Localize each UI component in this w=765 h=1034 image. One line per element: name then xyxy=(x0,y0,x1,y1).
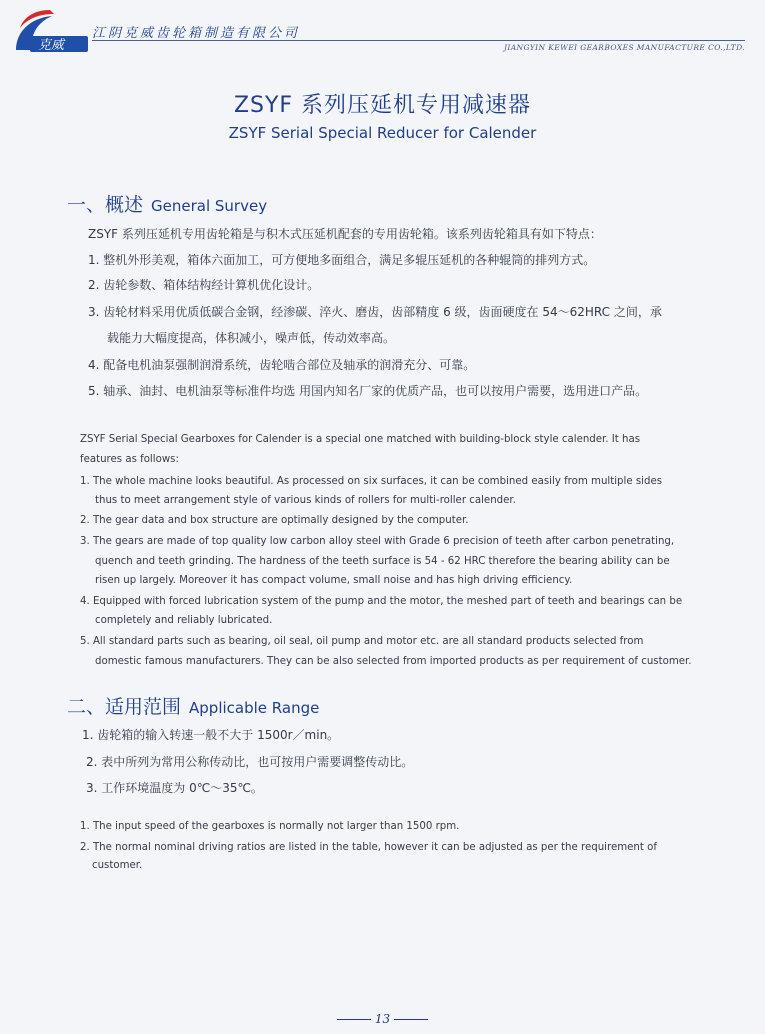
page-title-cn: ZSYF 系列压延机专用减速器 xyxy=(233,93,532,118)
list-item-continuation: domestic famous manufacturers. They can be also selected from imported products as per requirement of customer. xyxy=(95,656,692,667)
page-number xyxy=(0,1012,765,1026)
list-item: 1. The whole machine looks beautiful. As processed on six surfaces, it can be combined easily from multiple sides xyxy=(80,476,663,487)
paragraph-line: ZSYF Serial Special Gearboxes for Calender is a special one matched with building-block style calender. It has xyxy=(80,434,641,445)
header-divider xyxy=(92,40,745,41)
list-item: 2. 齿轮参数、箱体结构经计算机优化设计。 xyxy=(88,278,320,292)
list-item-continuation: customer. xyxy=(92,860,143,871)
paragraph-line: ZSYF 系列压延机专用齿轮箱是与积木式压延机配套的专用齿轮箱。该系列齿轮箱具有如下特点： xyxy=(88,227,602,241)
list-item: 2. The gear data and box structure are optimally designed by the computer. xyxy=(80,515,469,526)
list-item-continuation: quench and teeth grinding. The hardness of the teeth surface is 54 - 62 HRC therefore the bearing ability can be xyxy=(95,556,670,567)
company-name-en: JIANGYIN KEWEI GEARBOXES MANUFACTURE CO.,LTD. xyxy=(503,43,745,52)
section-heading-general-survey xyxy=(67,190,267,217)
list-item: 5. 轴承、油封、电机油泵等标准件均选 用国内知名厂家的优质产品，也可以按用户需要，选用进口产品。 xyxy=(88,384,648,398)
list-item-continuation: risen up largely. Moreover it has compact volume, small noise and has high driving efficiency. xyxy=(95,575,573,586)
list-item: 3. 齿轮材料采用优质低碳合金钢，经渗碳、淬火、磨齿，齿部精度 6 级，齿面硬度在 54～62HRC 之间，承 xyxy=(88,305,662,319)
page-number-dash-right xyxy=(394,1019,428,1020)
list-item: 4. 配备电机油泵强制润滑系统，齿轮啮合部位及轴承的润滑充分、可靠。 xyxy=(88,358,476,372)
list-item: 2. 表中所列为常用公称传动比，也可按用户需要调整传动比。 xyxy=(86,755,414,769)
page-number-dash-left xyxy=(337,1019,371,1020)
page-title-en: ZSYF Serial Special Reducer for Calender xyxy=(228,124,537,142)
section-heading-applicable-range xyxy=(67,692,319,719)
list-item: 1. 齿轮箱的输入转速一般不大于 1500r／min。 xyxy=(82,728,340,742)
list-item: 3. The gears are made of top quality low carbon alloy steel with Grade 6 precision of teeth after carbon penetrating, xyxy=(80,536,675,547)
section-heading-en: Applicable Range xyxy=(189,699,320,717)
logo-text: 克威 xyxy=(38,38,65,53)
company-logo xyxy=(10,6,90,54)
list-item: 2. The normal nominal driving ratios are listed in the table, however it can be adjusted as per the requirement of xyxy=(80,842,657,853)
list-item: 5. All standard parts such as bearing, oil seal, oil pump and motor etc. are all standard products selected from xyxy=(80,636,644,647)
company-name-cn: 江阴克威齿轮箱制造有限公司 xyxy=(92,26,301,41)
section-heading-cn: 一、概述 xyxy=(67,194,144,216)
list-item: 4. Equipped with forced lubrication system of the pump and the motor, the meshed part of teeth and bearings can be xyxy=(80,596,683,607)
paragraph-line: features as follows: xyxy=(80,454,179,465)
section-heading-cn: 二、适用范围 xyxy=(67,696,182,718)
list-item-continuation: completely and reliably lubricated. xyxy=(95,615,273,626)
page-number-value: 13 xyxy=(374,1012,391,1026)
section-heading-en: General Survey xyxy=(151,197,268,215)
list-item-continuation: 载能力大幅度提高，体积减小，噪声低，传动效率高。 xyxy=(107,331,396,345)
list-item: 3. 工作环境温度为 0℃～35℃。 xyxy=(86,781,263,795)
list-item: 1. The input speed of the gearboxes is normally not larger than 1500 rpm. xyxy=(80,821,460,832)
list-item: 1. 整机外形美观，箱体六面加工，可方便地多面组合，满足多辊压延机的各种辊筒的排列方式。 xyxy=(88,253,596,267)
list-item-continuation: thus to meet arrangement style of various kinds of rollers for multi-roller calender. xyxy=(95,495,516,506)
